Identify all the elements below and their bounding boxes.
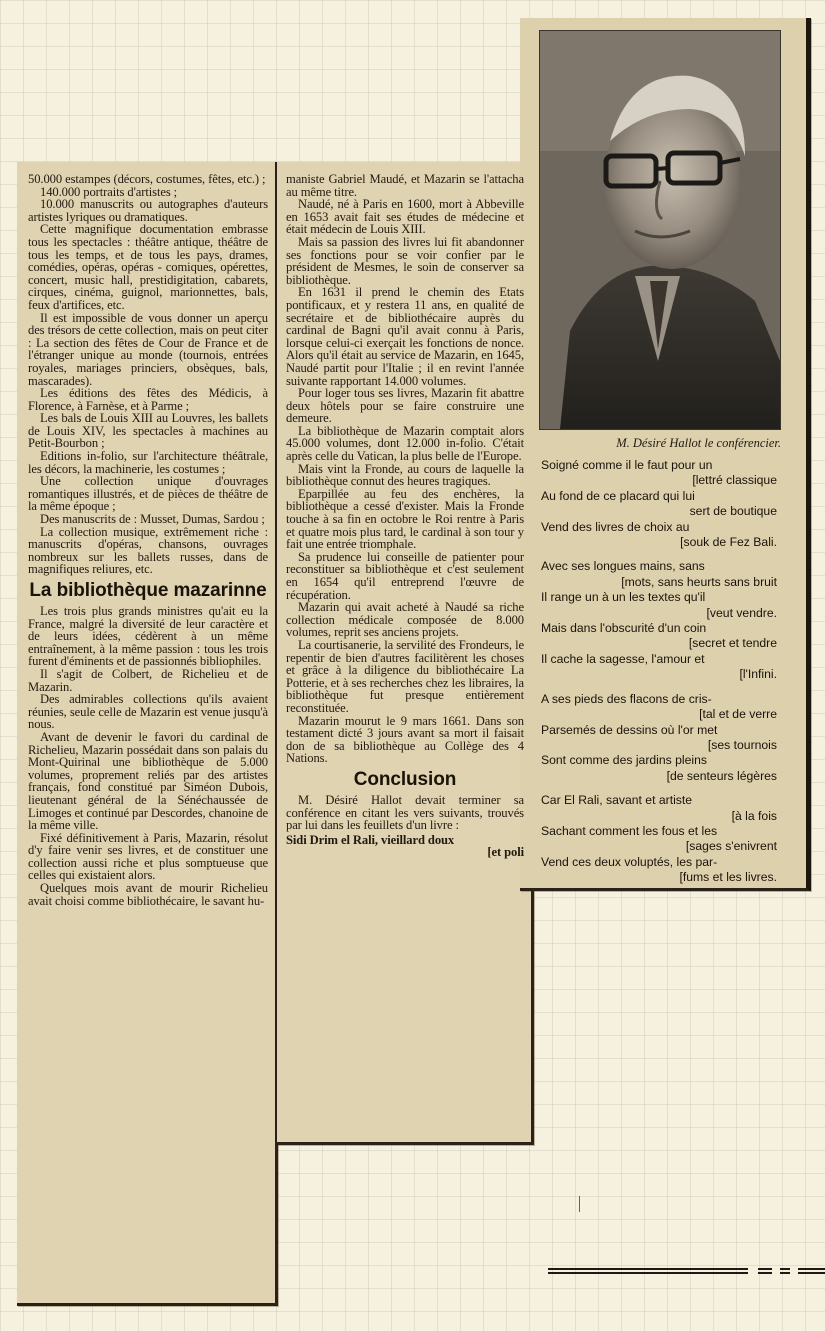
article-paragraph: Sa prudence lui conseille de patienter pour reconstituer sa bibliothèque et c'est seulement en 1654 qu'il entreprend l'œuvre de récupération. <box>286 549 524 602</box>
poem-line-continuation: [souk de Fez Bali. <box>680 535 777 550</box>
article-paragraph: Il s'agit de Colbert, de Richelieu et de Mazarin. <box>28 666 268 694</box>
column-2-paragraphs <box>286 173 524 765</box>
article-paragraph: La collection musique, extrêmement riche : manuscrits d'opéras, chansons, ouvrages nombreux sur les ballets russes, dans de magnifiques reliures, etc. <box>28 524 268 577</box>
article-paragraph: Eparpillée au feu des enchères, la bibliothèque a cessé d'exister. Mais la Fronde touche à sa fin en octobre le Roi rentre à Paris et quatre mois plus tard, le cardinal à son tour y fait une entrée triomphale. <box>286 486 524 552</box>
rule-dash <box>780 1268 790 1270</box>
portrait-figure <box>540 31 780 429</box>
article-paragraph: Fixé définitivement à Paris, Mazarin, résolut d'y faire venir ses livres, et de constituer une collection aussi riche et plus somptueuse que celles qui existaient alors. <box>28 830 268 883</box>
poem-stanza <box>541 458 777 550</box>
article-paragraph: Cette magnifique documentation embrasse tous les spectacles : théâtre antique, théâtre de tous les temps, et de tous les pays, drames, comédies, opéras, opéras - comiques, opérettes, concert, music hall, prestidigitation, cabarets, cirques, cinéma, guignol, marionnettes, bals, feux d'artifices, etc. <box>28 222 268 312</box>
article-paragraph: En 1631 il prend le chemin des Etats pontificaux, et y restera 11 ans, en qualité de secrétaire et de bibliothécaire auprès du cardinal de Bagni qu'il avait connu à Paris, lorsque celui-ci exerçait les fonctions de nonce. Alors qu'il était au service de Mazarin, en 1645, Naudé partit pour l'Italie ; il en revint l'année suivante rapportant 14.000 volumes. <box>286 285 524 388</box>
rule-dash <box>758 1268 772 1270</box>
article-paragraph: Mais vint la Fronde, au cours de laquelle la bibliothèque connut des heures tragiques. <box>286 461 524 489</box>
poem-line-continuation: [à la fois <box>731 808 777 823</box>
poem-line: Avec ses longues mains, sans <box>541 559 705 574</box>
poem-line: Mais dans l'obscurité d'un coin <box>541 621 707 636</box>
poem-line-continuation: [mots, sans heurts sans bruit <box>621 574 777 589</box>
column-1-paragraphs-after <box>28 605 268 907</box>
poem-line: Il cache la sagesse, l'amour et <box>541 651 705 666</box>
paper-mark <box>579 1196 580 1212</box>
article-column-1 <box>28 173 268 907</box>
poem-line-continuation: [de senteurs légères <box>666 768 777 783</box>
poem-line: Sachant comment les fous et les <box>541 823 718 838</box>
decorative-rule <box>548 1264 825 1276</box>
poem-line-continuation: [tal et de verre <box>699 707 777 722</box>
poem-line: Car El Rali, savant et artiste <box>541 793 693 808</box>
article-paragraph: La bibliothèque de Mazarin comptait alors 45.000 volumes, dont 12.000 in-folio. C'était après celle du Vatican, la plus belle de l'Europe. <box>286 423 524 464</box>
article-paragraph: Editions in-folio, sur l'architecture théâtrale, les décors, la machinerie, les costumes ; <box>28 449 268 476</box>
poem-line: Vend des livres de choix au <box>541 519 690 534</box>
poem-line-continuation: [veut vendre. <box>706 605 777 620</box>
article-paragraph: Quelques mois avant de mourir Richelieu avait choisi comme bibliothécaire, le savant hu- <box>28 881 268 908</box>
poem-line: Au fond de ce placard qui lui <box>541 488 695 503</box>
poem-line: Sont comme des jardins pleins <box>541 753 707 768</box>
article-paragraph: 10.000 manuscrits ou autographes d'auteurs artistes lyriques ou dramatiques. <box>28 197 268 224</box>
poem-line-continuation: [fums et les livres. <box>679 870 777 885</box>
rule-dash <box>780 1272 790 1274</box>
poem-line: Soigné comme il le faut pour un <box>541 458 713 472</box>
section-heading-conclusion: Conclusion <box>353 768 457 790</box>
article-paragraph: Des manuscrits de : Musset, Dumas, Sardou ; <box>40 512 265 527</box>
article-paragraph: Naudé, né à Paris en 1600, mort à Abbeville en 1653 avait fait ses études de médecine et était médecin de Louis XIII. <box>286 197 524 237</box>
article-paragraph: Mazarin mourut le 9 mars 1661. Dans son testament dicté 3 jours avant sa mort il faisait don de sa bibliothèque au Collège des 4 Nations. <box>286 713 524 766</box>
article-paragraph: Mais sa passion des livres lui fit abandonner ses fonctions pour se voir confier par le président de Mesmes, le soin de conserver sa bibliothèque. <box>286 234 524 287</box>
article-paragraph: La courtisanerie, la servilité des Frondeurs, le repentir de bien d'autres facilitèrent les choses et grâce à la diligence du bibliothécaire La Potterie, et à ses recherches chez les libraires, la bibliothèque fut presque entièrement reconstituée. <box>286 637 524 715</box>
rule-line <box>548 1272 748 1274</box>
rule-line <box>548 1268 748 1270</box>
article-paragraph: Les bals de Louis XIII au Louvres, les ballets de Louis XIV, les spectacles à machines au Petit-Bourbon ; <box>28 411 268 451</box>
poem <box>541 458 777 895</box>
poem-line: Il range un à un les textes qu'il <box>541 590 706 605</box>
article-paragraph: M. Désiré Hallot devait terminer sa conférence en citant les vers suivants, trouvés par lui dans les feuillets d'un livre : <box>286 792 524 833</box>
portrait-photo <box>539 30 781 430</box>
poem-stanza <box>541 559 777 682</box>
article-paragraph: Pour loger tous ses livres, Mazarin fit abattre deux hôtels pour se faire construire une demeure. <box>286 386 524 426</box>
section-heading-bibliotheque: La bibliothèque mazarinne <box>29 580 267 601</box>
article-paragraph: 140.000 portraits d'artistes ; <box>40 184 178 199</box>
column-1-paragraphs <box>28 173 268 576</box>
poem-author-line-cont: [et poli <box>487 845 524 860</box>
article-paragraph: Avant de devenir le favori du cardinal de Richelieu, Mazarin possédait dans son palais du Mont-Quirinal une bibliothèque de 5.000 volumes, proprement reliés par des artistes français, fond constitué par Siméon Dubois, lieutenant général de la Sénéchaussée de Limoges et continué par Descordes, chanoine de la même ville. <box>28 729 268 833</box>
column-2-paragraphs-after <box>286 794 524 832</box>
rule-dash <box>798 1272 825 1274</box>
poem-author-line: Sidi Drim el Rali, vieillard doux <box>286 832 455 847</box>
poem-stanza <box>541 692 777 784</box>
poem-line: A ses pieds des flacons de cris- <box>541 691 712 706</box>
poem-line-continuation: [secret et tendre <box>688 636 777 651</box>
photo-caption: M. Désiré Hallot le conférencier. <box>616 436 781 450</box>
article-column-2 <box>286 173 524 859</box>
poem-line-continuation: [lettré classique <box>692 473 777 488</box>
rule-dash <box>758 1272 772 1274</box>
poem-line-continuation: sert de boutique <box>689 504 777 519</box>
article-paragraph: Mazarin qui avait acheté à Naudé sa riche collection médicale composée de 8.000 volumes, reprit ses anciens projets. <box>286 600 524 640</box>
poem-line-continuation: [sages s'enivrent <box>685 839 777 854</box>
article-paragraph: Une collection unique d'ouvrages romantiques illustrés, et de pièces de théâtre de la même époque ; <box>28 474 268 514</box>
article-paragraph: Il est impossible de vous donner un aperçu des trésors de cette collection, mais on peut citer : La section des fêtes de Cour de France et de l'étranger unique au monde (tournois, entrées royales, mariages princiers, obsèques, bals, mascarades). <box>28 310 268 388</box>
rule-dash <box>798 1268 825 1270</box>
article-paragraph: Des admirables collections qu'ils avaient réunies, seule celle de Mazarin est venue jusqu'à nous. <box>28 692 268 732</box>
article-paragraph: 50.000 estampes (décors, costumes, fêtes, etc.) ; <box>28 172 266 186</box>
poem-line: Parsemés de dessins où l'or met <box>541 722 718 737</box>
article-paragraph: Les éditions des fêtes des Médicis, à Florence, à Farnèse, et à Parme ; <box>28 386 268 413</box>
poem-line: Vend ces deux voluptés, les par- <box>541 854 718 869</box>
poem-line-continuation: [l'Infini. <box>739 667 777 682</box>
poem-stanza <box>541 793 777 885</box>
poem-line-continuation: [ses tournois <box>707 737 777 752</box>
article-paragraph: maniste Gabriel Maudé, et Mazarin se l'attacha au même titre. <box>286 172 524 199</box>
article-paragraph: Les trois plus grands ministres qu'ait eu la France, malgré la diversité de leur caractère et de leurs idées, cédèrent à un même entraînement, à la même passion : tous les trois furent d'éminents et de passionnés bibliophiles. <box>28 604 268 669</box>
